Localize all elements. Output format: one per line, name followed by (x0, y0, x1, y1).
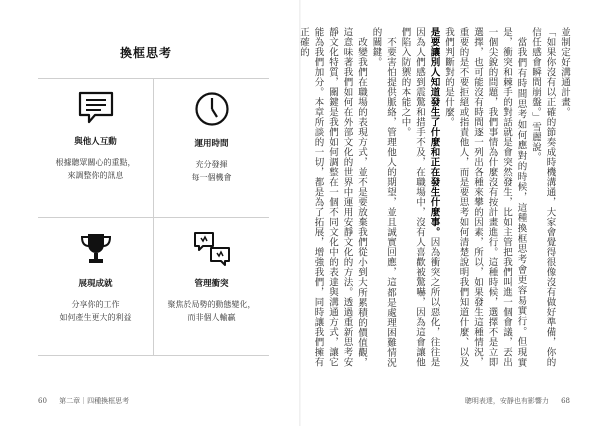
cell-description (38, 156, 153, 182)
paragraph-continuation: 因為衝突之所以惡化，往往是因為人們感到震驚和措手不及，在職場中，沒有人喜歡被驚嚇，因為這會讓他們陷入防禦的本能之中。 (399, 27, 440, 367)
body-text (298, 27, 571, 367)
paragraph-emphasis (397, 27, 441, 367)
desc-line: 充分發揮 (195, 160, 228, 169)
message-lines-icon (77, 90, 115, 126)
cell-time (154, 90, 269, 184)
desc-line: 而非個人輸贏 (187, 313, 236, 322)
conflict-speech-icon (192, 230, 232, 268)
desc-line: 根據聽眾關心的重點， (55, 158, 136, 167)
emphasis-text: 是要讓別人知道發生了什麼和正在發生什麼事。 (428, 27, 440, 237)
clock-icon (193, 90, 231, 128)
cell-interaction (38, 90, 153, 182)
cell-achievement (38, 230, 153, 324)
paragraph: 「如果你沒有以正確的節奏成時機溝通，大家會覺得很像沒有做好準備，你的信任感會瞬間崩盤。」雪麗說。 (530, 27, 556, 367)
paragraph: 不要害怕提供脈絡，管理他人的期望，並且誠實回應，這都是處理困難情況的關鍵。 (370, 27, 396, 367)
paragraph: 改變我們在職場的表現方式，並不是要放棄我們從小到大所累積的價值觀，這意味著我們如何在外部文化的世界中運用安靜文化的方法。透過重新思考安靜文化特質，關鍵是我們如何調整在一個不同文化中的表達與溝通方式，讓它能為我們加分。本章所談的一切，都是為了拓展，增強我們，同時讓我們擁有正確的 (298, 27, 367, 367)
desc-line: 如何產生更大的利益 (59, 313, 132, 322)
box-title: 換框思考 (120, 46, 173, 60)
cell-conflict (154, 230, 269, 324)
desc-line: 來調整你的訊息 (67, 171, 124, 180)
cell-label: 運用時間 (194, 139, 229, 149)
cell-label: 管理衝突 (194, 279, 229, 289)
cell-label: 與他人互動 (74, 137, 117, 147)
right-running-head: 聰明表達，安靜也有影響力 (464, 397, 549, 405)
right-page (300, 0, 600, 426)
paragraph: 當我們有時間思考如何應對的時候，這種換框思考會更容易實行。但現實是，衝突和棘手的對話就是會突然發生，比如主管把我們叫進一個會議，丟出一個尖銳的問題，我們事情為什麼沒有按計畫進行。這種時候，選擇不是立即選擇，也可能沒有時間逐一列出各種來攀的因素，所以，如果發生這種情況，重要的是不要拒絕或指責他人，而是要思考如何清楚說明我們知道什麼、以及我們判斷對的是什麼。 (443, 27, 527, 367)
desc-line: 每一個機會 (191, 173, 232, 182)
left-running-head: 第二章｜四種換框思考 (59, 397, 130, 405)
cell-label: 展現成就 (78, 279, 113, 289)
left-page-number: 60 (38, 397, 47, 405)
cell-description (154, 158, 269, 184)
left-folio (38, 396, 139, 406)
desc-line: 聚焦於局勢的動態變化， (167, 300, 256, 309)
reframing-grid (38, 78, 269, 356)
right-page-number: 68 (561, 397, 570, 405)
desc-line: 分享你的工作 (71, 300, 120, 309)
paragraph: 並制定好溝通計畫。 (559, 27, 570, 117)
cell-description (38, 298, 153, 324)
right-folio (455, 396, 570, 406)
trophy-icon (77, 230, 115, 268)
cell-description (154, 298, 269, 324)
